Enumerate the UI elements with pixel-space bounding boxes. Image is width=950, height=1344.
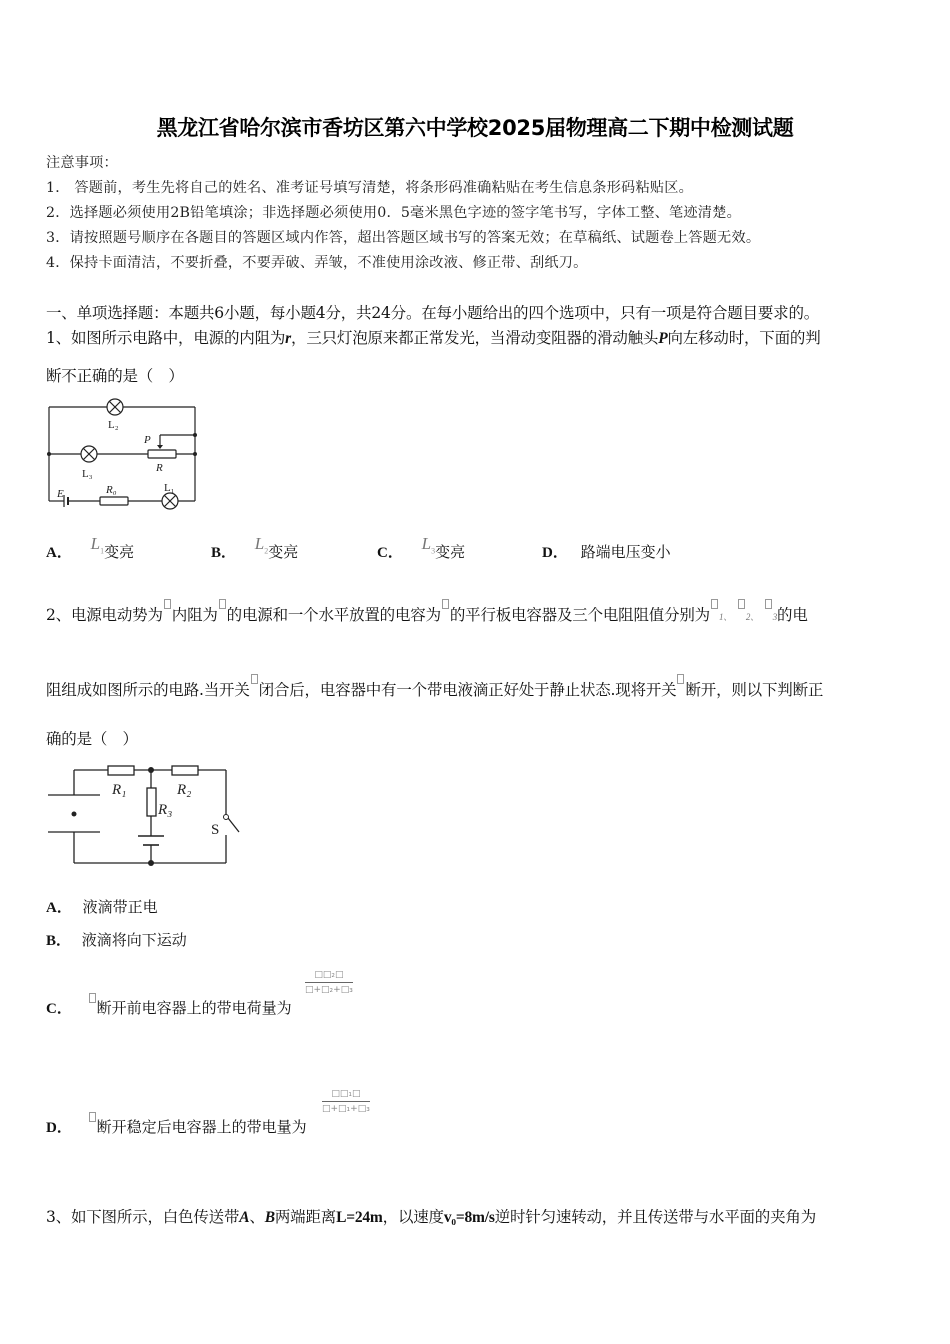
q2-d-fraction: □□₁□ □+□₁+□₃	[322, 1089, 370, 1114]
q1-stem-line2: 断不正确的是（ ）	[46, 367, 184, 385]
placeholder-glyph	[89, 993, 96, 1003]
placeholder-glyph	[219, 599, 226, 609]
placeholder-glyph	[711, 599, 718, 609]
var-p: P	[658, 330, 668, 347]
page-title: 黑龙江省哈尔滨市香坊区第六中学校2025届物理高二下期中检测试题	[156, 116, 794, 140]
q1-option-c[interactable]: C． $L_3$变亮	[377, 534, 466, 561]
q2-stem-line1: 2、电源电动势为 内阻为 的电源和一个水平放置的电容为 的平行板电容器及三个电阻阻值分别为 1、 2、 3的电	[46, 603, 808, 625]
var-r: r	[285, 330, 292, 347]
q2-option-b[interactable]: B． 液滴将向下运动	[46, 931, 187, 949]
label-r: R	[156, 462, 163, 474]
label-s: S	[211, 822, 220, 838]
placeholder-glyph	[164, 599, 171, 609]
q1-stem-line1: 1、如图所示电路中，电源的内阻为r，三只灯泡原来都正常发光，当滑动变阻器的滑动触头P向左移动时，下面的判	[46, 329, 821, 347]
section-heading: 一、单项选择题：本题共6小题，每小题4分，共24分。在每小题给出的四个选项中，只有一项是符合题目要求的。	[46, 304, 820, 322]
label-r3: R₃	[158, 802, 173, 818]
label-r0: R₀	[106, 484, 117, 496]
q2-circuit-diagram	[44, 760, 244, 870]
symbol-l1: $L_1$	[90, 534, 105, 556]
placeholder-glyph	[677, 674, 684, 684]
label-e: E	[57, 488, 64, 500]
notice-item-4: 4．保持卡面清洁，不要折叠，不要弄破、弄皱，不准使用涂改液、修正带、刮纸刀。	[46, 255, 588, 271]
label-l2: L₂	[108, 419, 119, 431]
q1-option-d[interactable]: D． 路端电压变小	[542, 543, 671, 561]
placeholder-glyph	[442, 599, 449, 609]
label-p: P	[144, 434, 151, 446]
q2-stem-line2: 阻组成如图所示的电路.当开关 闭合后，电容器中有一个带电液滴正好处于静止状态.现将开关 断开，则以下判断正	[46, 678, 823, 700]
label-r1: R₁	[112, 782, 127, 798]
label-r2: R₂	[177, 782, 192, 798]
q3-stem-line1: 3、如下图所示，白色传送带A、B两端距离L=24m，以速度v₀=8m/s逆时针匀速转动，并且传送带与水平面的夹角为	[46, 1208, 817, 1226]
label-l3: L₃	[82, 468, 93, 480]
q1-option-b[interactable]: B． $L_2$变亮	[211, 534, 299, 561]
placeholder-glyph	[251, 674, 258, 684]
q2-stem-line3: 确的是（ ）	[46, 730, 138, 748]
q1-option-a[interactable]: A． $L_1$变亮	[46, 534, 135, 561]
q2-c-fraction: □□₂□ □+□₂+□₃	[305, 970, 353, 995]
q2-option-c[interactable]: C． 断开前电容器上的带电荷量为	[46, 997, 292, 1018]
notice-heading: 注意事项：	[46, 155, 118, 171]
placeholder-glyph	[765, 599, 772, 609]
symbol-l3: $L_3$	[421, 534, 436, 556]
notice-item-1: 1． 答题前，考生先将自己的姓名、准考证号填写清楚，将条形码准确粘贴在考生信息条形码粘贴区。	[46, 180, 693, 196]
placeholder-glyph	[738, 599, 745, 609]
label-l1: L₁	[164, 482, 175, 494]
notice-item-2: 2．选择题必须使用2B铅笔填涂；非选择题必须使用0．5毫米黑色字迹的签字笔书写，字体工整、笔迹清楚。	[46, 205, 741, 221]
q2-option-d[interactable]: D． 断开稳定后电容器上的带电量为	[46, 1116, 307, 1137]
notice-item-3: 3．请按照题号顺序在各题目的答题区域内作答，超出答题区域书写的答案无效；在草稿纸、试题卷上答题无效。	[46, 230, 761, 246]
q2-option-a[interactable]: A． 液滴带正电	[46, 898, 158, 916]
q1-circuit-diagram	[44, 393, 204, 511]
symbol-l2: $L_2$	[254, 534, 269, 556]
placeholder-glyph	[89, 1112, 96, 1122]
